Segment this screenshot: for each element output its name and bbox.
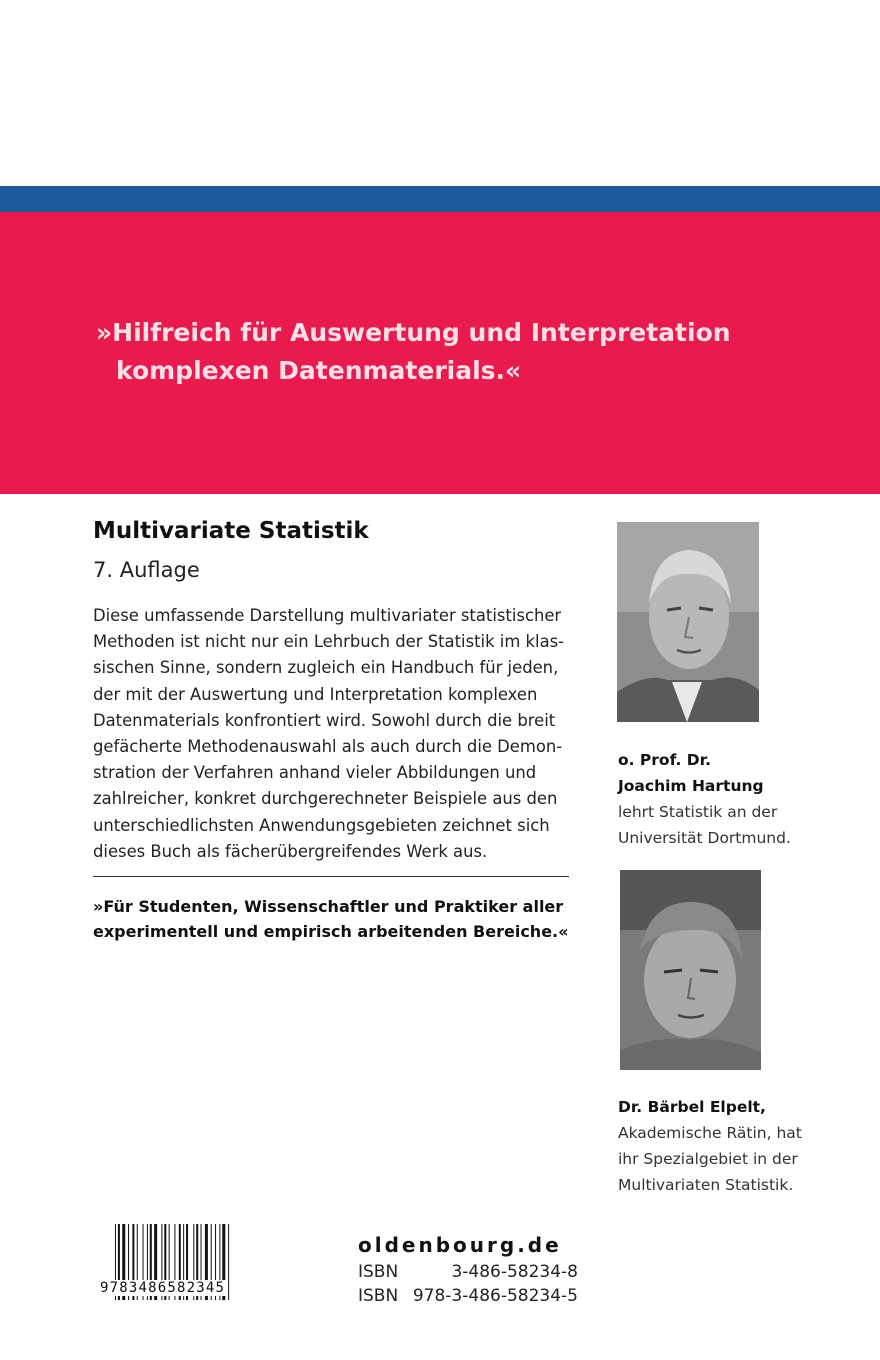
isbn-value: 978-3-486-58234-5 bbox=[412, 1286, 578, 1306]
description-line: Diese umfassende Darstellung multivariater statistischer bbox=[93, 606, 562, 625]
portrait-image bbox=[617, 522, 759, 722]
praise-line: »Für Studenten, Wissenschaftler und Praktiker aller bbox=[93, 897, 564, 916]
author-name-line: Dr. Bärbel Elpelt, bbox=[618, 1098, 766, 1116]
section-divider bbox=[93, 876, 569, 877]
isbn-label: ISBN bbox=[358, 1262, 399, 1282]
author-elpelt bbox=[618, 1094, 802, 1198]
description-line: sischen Sinne, sondern zugleich ein Handbuch für jeden, bbox=[93, 658, 559, 678]
author-photo-elpelt bbox=[620, 870, 761, 1070]
description-line: Datenmaterials konfrontiert wird. Sowohl durch die breit bbox=[93, 710, 556, 730]
author-bio-line: Akademische Rätin, hat bbox=[618, 1124, 802, 1142]
portrait-image bbox=[620, 870, 761, 1070]
book-title: Multivariate Statistik bbox=[93, 518, 369, 544]
blue-band bbox=[0, 186, 880, 212]
description-line: der mit der Auswertung und Interpretation komplexen bbox=[93, 684, 538, 704]
praise-line: experimentell und empirisch arbeitenden Bereiche.« bbox=[93, 922, 569, 941]
book-description bbox=[93, 603, 573, 865]
barcode-bar bbox=[228, 1224, 229, 1300]
description-line: gefächerte Methodenauswahl als auch durch die Demon- bbox=[93, 737, 563, 757]
author-hartung bbox=[618, 747, 791, 851]
isbn-label: ISBN bbox=[358, 1286, 399, 1306]
cover-quote-line-1: »Hilfreich für Auswertung und Interpretation bbox=[96, 318, 731, 347]
description-line: stration der Verfahren anhand vieler Abbildungen und bbox=[93, 763, 537, 783]
description-line: unterschiedlichsten Anwendungsgebieten zeichnet sich bbox=[93, 815, 550, 835]
praise-quote bbox=[93, 894, 573, 944]
description-line: dieses Buch als fächerübergreifendes Werk aus. bbox=[93, 841, 488, 861]
description-line: zahlreicher, konkret durchgerechneter Beispiele aus den bbox=[93, 789, 558, 809]
cover-quote-line-2: komplexen Datenmaterials.« bbox=[116, 356, 522, 385]
author-bio-line: Universität Dortmund. bbox=[618, 829, 791, 847]
publisher-website: oldenbourg.de bbox=[358, 1233, 562, 1257]
description-line: Methoden ist nicht nur ein Lehrbuch der Statistik im klas- bbox=[93, 632, 565, 652]
author-bio-line: Multivariaten Statistik. bbox=[618, 1176, 794, 1194]
author-bio-line: lehrt Statistik an der bbox=[618, 803, 778, 821]
author-name-line: Joachim Hartung bbox=[618, 777, 764, 795]
author-photo-hartung bbox=[617, 522, 759, 722]
barcode-number: 9783486582345 bbox=[100, 1280, 226, 1296]
isbn-value: 3-486-58234-8 bbox=[451, 1262, 578, 1282]
cover-quote bbox=[96, 314, 796, 390]
author-bio-line: ihr Spezialgebiet in der bbox=[618, 1150, 798, 1168]
author-name-line: o. Prof. Dr. bbox=[618, 751, 711, 769]
book-edition: 7. Auflage bbox=[93, 558, 200, 582]
